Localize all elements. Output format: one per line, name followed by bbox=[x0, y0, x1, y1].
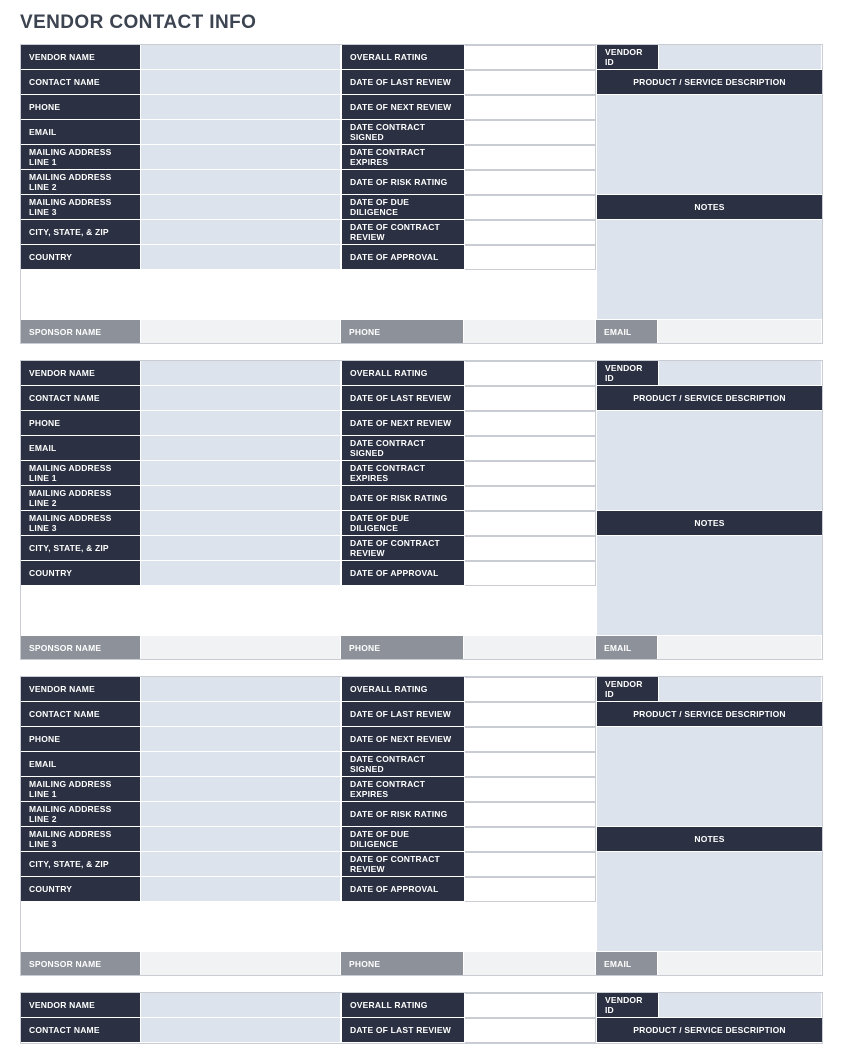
description-notes-column bbox=[596, 45, 822, 320]
table-row bbox=[21, 727, 341, 752]
field-value-email[interactable] bbox=[141, 436, 341, 461]
table-row bbox=[342, 436, 596, 461]
table-row bbox=[21, 702, 341, 727]
field-value-date-contract-signed[interactable] bbox=[465, 120, 596, 145]
field-value-date-of-risk-rating[interactable] bbox=[465, 170, 596, 195]
table-row bbox=[342, 195, 596, 220]
field-label-email: EMAIL bbox=[21, 120, 141, 145]
field-label-date-of-risk-rating: DATE OF RISK RATING bbox=[342, 802, 465, 827]
field-label-date-contract-expires: DATE CONTRACT EXPIRES bbox=[342, 145, 465, 170]
field-label-mailing-address-line-3: MAILING ADDRESS LINE 3 bbox=[21, 195, 141, 220]
sponsor-footer-row bbox=[21, 636, 822, 659]
field-value-product-service-description[interactable] bbox=[597, 727, 822, 827]
field-value-mailing-address-line-2[interactable] bbox=[141, 486, 341, 511]
table-row bbox=[21, 677, 341, 702]
field-value-mailing-address-line-2[interactable] bbox=[141, 802, 341, 827]
field-value-date-contract-expires[interactable] bbox=[465, 461, 596, 486]
field-value-date-of-risk-rating[interactable] bbox=[465, 802, 596, 827]
field-label-sponsor-email: EMAIL bbox=[596, 636, 658, 659]
table-row bbox=[342, 561, 596, 586]
field-value-sponsor-phone[interactable] bbox=[464, 952, 596, 975]
field-label-sponsor-name: SPONSOR NAME bbox=[21, 320, 141, 343]
field-label-phone: PHONE bbox=[21, 95, 141, 120]
table-row bbox=[342, 1018, 596, 1043]
field-label-mailing-address-line-2: MAILING ADDRESS LINE 2 bbox=[21, 170, 141, 195]
table-row bbox=[21, 195, 341, 220]
field-value-sponsor-phone[interactable] bbox=[464, 320, 596, 343]
vendor-record-fields bbox=[21, 993, 822, 1044]
field-value-notes[interactable] bbox=[597, 536, 822, 636]
contact-fields-column bbox=[21, 993, 341, 1044]
table-row bbox=[342, 993, 596, 1018]
field-value-overall-rating[interactable] bbox=[465, 361, 596, 386]
field-value-date-of-approval[interactable] bbox=[465, 877, 596, 902]
vendor-record-fields bbox=[21, 677, 822, 952]
field-value-notes[interactable] bbox=[597, 852, 822, 952]
field-value-product-service-description[interactable] bbox=[597, 1043, 822, 1044]
field-label-contact-name: CONTACT NAME bbox=[21, 70, 141, 95]
field-value-notes[interactable] bbox=[597, 220, 822, 320]
field-label-contact-name: CONTACT NAME bbox=[21, 702, 141, 727]
field-label-country: COUNTRY bbox=[21, 877, 141, 902]
field-label-mailing-address-line-2: MAILING ADDRESS LINE 2 bbox=[21, 486, 141, 511]
table-row bbox=[342, 702, 596, 727]
field-label-date-of-contract-review: DATE OF CONTRACT REVIEW bbox=[342, 536, 465, 561]
table-row bbox=[342, 170, 596, 195]
field-value-date-of-next-review[interactable] bbox=[465, 727, 596, 752]
field-label-date-of-due-diligence: DATE OF DUE DILIGENCE bbox=[342, 827, 465, 852]
table-row bbox=[342, 411, 596, 436]
field-label-date-contract-signed: DATE CONTRACT SIGNED bbox=[342, 436, 465, 461]
field-value-date-of-contract-review[interactable] bbox=[465, 852, 596, 877]
field-label-date-of-next-review: DATE OF NEXT REVIEW bbox=[342, 411, 465, 436]
field-label-date-of-due-diligence: DATE OF DUE DILIGENCE bbox=[342, 195, 465, 220]
field-label-sponsor-email: EMAIL bbox=[596, 952, 658, 975]
field-value-date-of-last-review[interactable] bbox=[465, 386, 596, 411]
field-value-city-state-zip[interactable] bbox=[141, 536, 341, 561]
field-value-country[interactable] bbox=[141, 877, 341, 902]
table-row bbox=[342, 536, 596, 561]
table-row bbox=[21, 461, 341, 486]
field-value-vendor-name[interactable] bbox=[141, 993, 341, 1018]
field-label-vendor-id: VENDOR ID bbox=[597, 361, 659, 386]
field-label-date-of-contract-review: DATE OF CONTRACT REVIEW bbox=[342, 852, 465, 877]
field-value-sponsor-name[interactable] bbox=[141, 952, 341, 975]
table-row bbox=[342, 852, 596, 877]
field-value-vendor-name[interactable] bbox=[141, 361, 341, 386]
field-label-mailing-address-line-3: MAILING ADDRESS LINE 3 bbox=[21, 827, 141, 852]
field-label-date-contract-expires: DATE CONTRACT EXPIRES bbox=[342, 461, 465, 486]
field-value-vendor-name[interactable] bbox=[141, 677, 341, 702]
table-row bbox=[342, 827, 596, 852]
vendor-record-fields bbox=[21, 45, 822, 320]
field-label-mailing-address-line-1: MAILING ADDRESS LINE 1 bbox=[21, 777, 141, 802]
field-value-contact-name[interactable] bbox=[141, 702, 341, 727]
field-value-product-service-description[interactable] bbox=[597, 95, 822, 195]
table-row bbox=[21, 877, 341, 902]
field-label-city-state-zip: CITY, STATE, & ZIP bbox=[21, 852, 141, 877]
contact-fields-column bbox=[21, 677, 341, 952]
field-value-overall-rating[interactable] bbox=[465, 677, 596, 702]
field-value-city-state-zip[interactable] bbox=[141, 220, 341, 245]
field-label-city-state-zip: CITY, STATE, & ZIP bbox=[21, 536, 141, 561]
field-label-date-of-due-diligence: DATE OF DUE DILIGENCE bbox=[342, 511, 465, 536]
table-row bbox=[342, 461, 596, 486]
field-value-mailing-address-line-3[interactable] bbox=[141, 195, 341, 220]
table-row bbox=[342, 220, 596, 245]
field-label-date-contract-signed: DATE CONTRACT SIGNED bbox=[342, 120, 465, 145]
table-row bbox=[21, 95, 341, 120]
field-label-date-of-next-review: DATE OF NEXT REVIEW bbox=[342, 727, 465, 752]
table-row bbox=[342, 386, 596, 411]
table-row bbox=[21, 536, 341, 561]
dates-fields-column bbox=[341, 45, 596, 320]
table-row bbox=[21, 411, 341, 436]
description-notes-column bbox=[596, 361, 822, 636]
field-label-vendor-id: VENDOR ID bbox=[597, 993, 659, 1018]
vendor-record-card bbox=[20, 44, 823, 344]
field-value-contact-name[interactable] bbox=[141, 1018, 341, 1043]
field-label-date-contract-signed: DATE CONTRACT SIGNED bbox=[342, 752, 465, 777]
table-row bbox=[342, 95, 596, 120]
field-value-date-of-due-diligence[interactable] bbox=[465, 511, 596, 536]
sponsor-footer-row bbox=[21, 952, 822, 975]
field-value-date-of-due-diligence[interactable] bbox=[465, 827, 596, 852]
field-value-sponsor-email[interactable] bbox=[658, 636, 822, 659]
dates-fields-column bbox=[341, 993, 596, 1044]
field-label-vendor-name: VENDOR NAME bbox=[21, 993, 141, 1018]
field-value-mailing-address-line-1[interactable] bbox=[141, 145, 341, 170]
field-value-mailing-address-line-1[interactable] bbox=[141, 461, 341, 486]
field-label-sponsor-name: SPONSOR NAME bbox=[21, 636, 141, 659]
table-row bbox=[21, 777, 341, 802]
field-label-vendor-name: VENDOR NAME bbox=[21, 45, 141, 70]
vendor-record-card bbox=[20, 360, 823, 660]
field-value-contact-name[interactable] bbox=[141, 386, 341, 411]
table-row bbox=[342, 877, 596, 902]
table-row bbox=[21, 511, 341, 536]
field-value-date-of-next-review[interactable] bbox=[465, 411, 596, 436]
field-value-phone[interactable] bbox=[141, 95, 341, 120]
field-value-city-state-zip[interactable] bbox=[141, 852, 341, 877]
table-row bbox=[21, 361, 341, 386]
field-value-contact-name[interactable] bbox=[141, 70, 341, 95]
contact-fields-column bbox=[21, 45, 341, 320]
field-label-contact-name: CONTACT NAME bbox=[21, 386, 141, 411]
field-value-vendor-name[interactable] bbox=[141, 45, 341, 70]
field-label-mailing-address-line-1: MAILING ADDRESS LINE 1 bbox=[21, 461, 141, 486]
field-label-vendor-id: VENDOR ID bbox=[597, 45, 659, 70]
field-label-mailing-address-line-2: MAILING ADDRESS LINE 2 bbox=[21, 802, 141, 827]
field-value-sponsor-name[interactable] bbox=[141, 636, 341, 659]
field-label-date-of-last-review: DATE OF LAST REVIEW bbox=[342, 70, 465, 95]
field-label-vendor-id: VENDOR ID bbox=[597, 677, 659, 702]
field-value-vendor-id[interactable] bbox=[659, 993, 822, 1018]
section-header-notes: NOTES bbox=[597, 511, 822, 536]
table-row bbox=[21, 436, 341, 461]
field-value-vendor-id[interactable] bbox=[659, 361, 822, 386]
table-row bbox=[342, 486, 596, 511]
table-row bbox=[342, 361, 596, 386]
table-row bbox=[21, 852, 341, 877]
vendor-record-card bbox=[20, 992, 823, 1044]
field-label-country: COUNTRY bbox=[21, 561, 141, 586]
field-value-date-of-contract-review[interactable] bbox=[465, 220, 596, 245]
field-label-sponsor-phone: PHONE bbox=[341, 636, 464, 659]
table-row bbox=[342, 70, 596, 95]
field-label-date-of-approval: DATE OF APPROVAL bbox=[342, 245, 465, 270]
table-row bbox=[342, 727, 596, 752]
section-header-product-service-description: PRODUCT / SERVICE DESCRIPTION bbox=[597, 70, 822, 95]
field-value-date-of-last-review[interactable] bbox=[465, 702, 596, 727]
section-header-notes: NOTES bbox=[597, 827, 822, 852]
field-label-date-of-last-review: DATE OF LAST REVIEW bbox=[342, 1018, 465, 1043]
table-row bbox=[21, 145, 341, 170]
field-value-vendor-id[interactable] bbox=[659, 45, 822, 70]
field-label-mailing-address-line-3: MAILING ADDRESS LINE 3 bbox=[21, 511, 141, 536]
field-label-date-of-risk-rating: DATE OF RISK RATING bbox=[342, 170, 465, 195]
description-notes-column bbox=[596, 993, 822, 1044]
table-row bbox=[21, 170, 341, 195]
field-label-date-of-approval: DATE OF APPROVAL bbox=[342, 877, 465, 902]
field-value-overall-rating[interactable] bbox=[465, 45, 596, 70]
sponsor-footer-row bbox=[21, 320, 822, 343]
field-label-date-of-last-review: DATE OF LAST REVIEW bbox=[342, 386, 465, 411]
table-row bbox=[21, 827, 341, 852]
field-label-date-of-risk-rating: DATE OF RISK RATING bbox=[342, 486, 465, 511]
field-value-date-of-last-review[interactable] bbox=[465, 1018, 596, 1043]
field-value-date-contract-signed[interactable] bbox=[465, 436, 596, 461]
table-row bbox=[21, 486, 341, 511]
table-row bbox=[597, 993, 822, 1018]
table-row bbox=[21, 45, 341, 70]
field-value-date-of-next-review[interactable] bbox=[465, 95, 596, 120]
field-value-email[interactable] bbox=[141, 120, 341, 145]
table-row bbox=[21, 386, 341, 411]
table-row bbox=[21, 752, 341, 777]
field-label-date-of-next-review: DATE OF NEXT REVIEW bbox=[342, 95, 465, 120]
field-label-overall-rating: OVERALL RATING bbox=[342, 993, 465, 1018]
table-row bbox=[342, 677, 596, 702]
field-label-overall-rating: OVERALL RATING bbox=[342, 45, 465, 70]
field-label-overall-rating: OVERALL RATING bbox=[342, 677, 465, 702]
field-label-sponsor-email: EMAIL bbox=[596, 320, 658, 343]
dates-fields-column bbox=[341, 361, 596, 636]
table-row bbox=[21, 245, 341, 270]
section-header-notes: NOTES bbox=[597, 195, 822, 220]
table-row bbox=[342, 145, 596, 170]
field-value-sponsor-email[interactable] bbox=[658, 320, 822, 343]
field-value-phone[interactable] bbox=[141, 411, 341, 436]
field-label-contact-name: CONTACT NAME bbox=[21, 1018, 141, 1043]
field-label-overall-rating: OVERALL RATING bbox=[342, 361, 465, 386]
table-row bbox=[21, 70, 341, 95]
table-row bbox=[597, 45, 822, 70]
table-row bbox=[342, 752, 596, 777]
field-label-sponsor-name: SPONSOR NAME bbox=[21, 952, 141, 975]
field-label-mailing-address-line-1: MAILING ADDRESS LINE 1 bbox=[21, 145, 141, 170]
field-value-sponsor-email[interactable] bbox=[658, 952, 822, 975]
field-value-date-of-approval[interactable] bbox=[465, 561, 596, 586]
table-row bbox=[342, 245, 596, 270]
table-row bbox=[597, 361, 822, 386]
field-value-date-of-contract-review[interactable] bbox=[465, 536, 596, 561]
field-value-country[interactable] bbox=[141, 561, 341, 586]
field-label-city-state-zip: CITY, STATE, & ZIP bbox=[21, 220, 141, 245]
field-label-phone: PHONE bbox=[21, 411, 141, 436]
field-label-email: EMAIL bbox=[21, 436, 141, 461]
field-value-product-service-description[interactable] bbox=[597, 411, 822, 511]
vendor-record-card bbox=[20, 676, 823, 976]
table-row bbox=[21, 802, 341, 827]
field-value-sponsor-name[interactable] bbox=[141, 320, 341, 343]
field-label-date-of-approval: DATE OF APPROVAL bbox=[342, 561, 465, 586]
field-label-date-contract-expires: DATE CONTRACT EXPIRES bbox=[342, 777, 465, 802]
table-row bbox=[21, 220, 341, 245]
field-value-overall-rating[interactable] bbox=[465, 993, 596, 1018]
table-row bbox=[21, 1018, 341, 1043]
contact-fields-column bbox=[21, 361, 341, 636]
field-label-vendor-name: VENDOR NAME bbox=[21, 361, 141, 386]
field-label-sponsor-phone: PHONE bbox=[341, 320, 464, 343]
field-label-phone: PHONE bbox=[21, 727, 141, 752]
page-title: VENDOR CONTACT INFO bbox=[20, 12, 257, 33]
section-header-product-service-description: PRODUCT / SERVICE DESCRIPTION bbox=[597, 1018, 822, 1043]
field-value-sponsor-phone[interactable] bbox=[464, 636, 596, 659]
field-value-country[interactable] bbox=[141, 245, 341, 270]
field-label-sponsor-phone: PHONE bbox=[341, 952, 464, 975]
field-value-mailing-address-line-2[interactable] bbox=[141, 170, 341, 195]
table-row bbox=[342, 777, 596, 802]
field-value-date-contract-signed[interactable] bbox=[465, 752, 596, 777]
field-value-date-of-last-review[interactable] bbox=[465, 70, 596, 95]
field-label-country: COUNTRY bbox=[21, 245, 141, 270]
vendor-record-fields bbox=[21, 361, 822, 636]
table-row bbox=[21, 993, 341, 1018]
field-label-email: EMAIL bbox=[21, 752, 141, 777]
table-row bbox=[597, 677, 822, 702]
field-label-vendor-name: VENDOR NAME bbox=[21, 677, 141, 702]
field-value-date-of-risk-rating[interactable] bbox=[465, 486, 596, 511]
table-row bbox=[342, 120, 596, 145]
field-value-date-of-due-diligence[interactable] bbox=[465, 195, 596, 220]
field-value-phone[interactable] bbox=[141, 727, 341, 752]
field-value-vendor-id[interactable] bbox=[659, 677, 822, 702]
field-label-date-of-contract-review: DATE OF CONTRACT REVIEW bbox=[342, 220, 465, 245]
field-value-date-contract-expires[interactable] bbox=[465, 777, 596, 802]
section-header-product-service-description: PRODUCT / SERVICE DESCRIPTION bbox=[597, 702, 822, 727]
field-label-date-of-last-review: DATE OF LAST REVIEW bbox=[342, 702, 465, 727]
table-row bbox=[342, 802, 596, 827]
field-value-mailing-address-line-3[interactable] bbox=[141, 827, 341, 852]
field-value-mailing-address-line-3[interactable] bbox=[141, 511, 341, 536]
section-header-product-service-description: PRODUCT / SERVICE DESCRIPTION bbox=[597, 386, 822, 411]
table-row bbox=[21, 120, 341, 145]
field-value-mailing-address-line-1[interactable] bbox=[141, 777, 341, 802]
field-value-date-contract-expires[interactable] bbox=[465, 145, 596, 170]
field-value-date-of-approval[interactable] bbox=[465, 245, 596, 270]
dates-fields-column bbox=[341, 677, 596, 952]
table-row bbox=[342, 511, 596, 536]
table-row bbox=[342, 45, 596, 70]
table-row bbox=[21, 561, 341, 586]
field-value-email[interactable] bbox=[141, 752, 341, 777]
description-notes-column bbox=[596, 677, 822, 952]
